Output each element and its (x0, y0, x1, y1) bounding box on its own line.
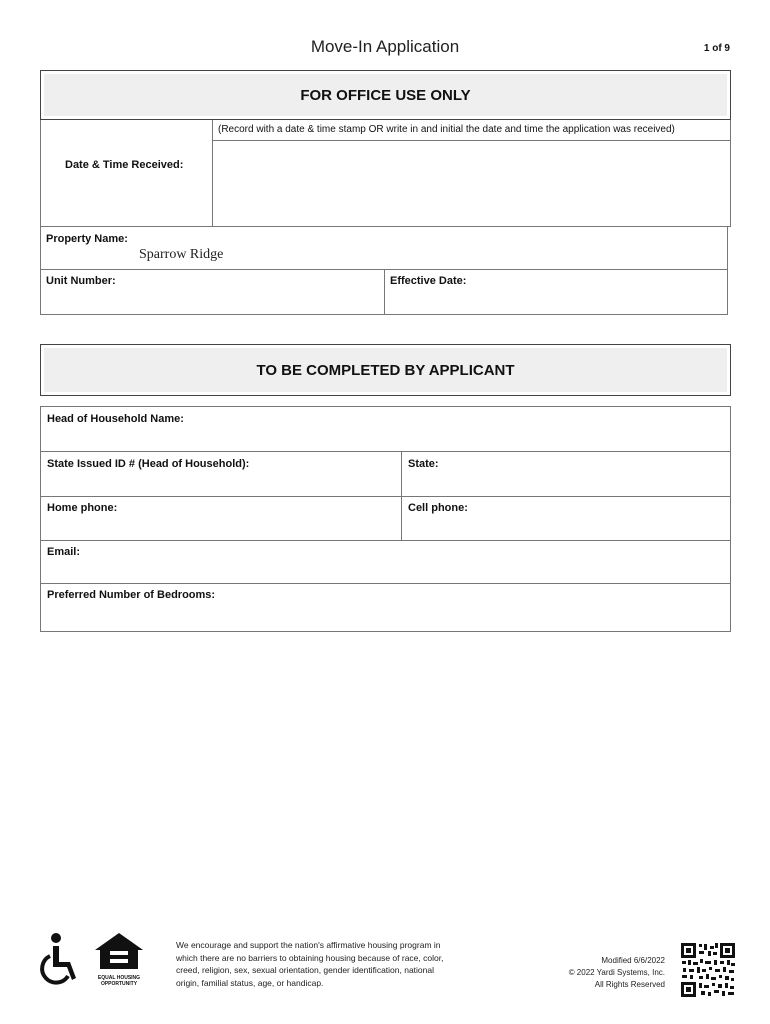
date-time-received-field[interactable] (212, 140, 731, 227)
date-time-label: Date & Time Received: (65, 159, 184, 171)
state-label: State: (408, 458, 439, 470)
fair-housing-line: creed, religion, sex, sexual orientation, gender identification, national (176, 965, 434, 976)
equal-housing-text-1: EQUAL HOUSING (97, 975, 141, 981)
date-time-note-cell (212, 120, 731, 141)
fair-housing-line: We encourage and support the nation's affirmative housing program in (176, 940, 441, 950)
cell-phone-label: Cell phone: (408, 502, 468, 514)
home-phone-label: Home phone: (47, 502, 118, 514)
unit-number-label: Unit Number: (46, 275, 116, 287)
head-of-household-name-label: Head of Household Name: (47, 413, 184, 425)
state-id-field[interactable] (40, 451, 402, 497)
home-phone-field[interactable] (40, 496, 402, 541)
applicant-heading: TO BE COMPLETED BY APPLICANT (44, 348, 727, 392)
head-of-household-name-field[interactable] (40, 406, 731, 452)
property-name-value: Sparrow Ridge (139, 247, 224, 262)
preferred-bedrooms-label: Preferred Number of Bedrooms: (47, 589, 216, 601)
page-indicator: 1 of 9 (703, 43, 730, 54)
effective-date-field[interactable] (384, 269, 728, 315)
modified-copyright (505, 955, 665, 991)
property-name-label: Property Name: (46, 233, 128, 245)
state-id-label: State Issued ID # (Head of Household): (47, 458, 250, 470)
property-name-field[interactable] (40, 226, 728, 270)
email-label: Email: (47, 546, 81, 558)
qr-code-icon (680, 942, 736, 998)
copyright: © 2022 Yardi Systems, Inc. (568, 968, 665, 977)
effective-date-label: Effective Date: (390, 275, 467, 287)
wheelchair-accessibility-icon (38, 932, 82, 986)
house-icon (94, 932, 144, 970)
cell-phone-field[interactable] (401, 496, 731, 541)
rights-reserved: All Rights Reserved (594, 980, 665, 989)
document-title: Move-In Application (310, 37, 460, 56)
state-field[interactable] (401, 451, 731, 497)
date-time-label-cell (40, 120, 213, 227)
applicant-header (40, 344, 731, 396)
equal-housing-logo (94, 932, 144, 988)
email-field[interactable] (40, 540, 731, 584)
fair-housing-line: origin, familial status, age, or handicap. (176, 977, 324, 988)
preferred-bedrooms-field[interactable] (40, 583, 731, 632)
modified-date: Modified 6/6/2022 (601, 956, 665, 965)
fair-housing-line: which there are no barriers to obtaining housing because of race, color, (176, 952, 444, 963)
date-time-note: (Record with a date & time stamp OR write in and initial the date and time the application was received) (218, 124, 675, 135)
unit-number-field[interactable] (40, 269, 385, 315)
equal-housing-text-2: OPPORTUNITY (100, 981, 138, 987)
fair-housing-statement (176, 939, 506, 989)
office-use-header (40, 70, 731, 120)
office-use-heading: FOR OFFICE USE ONLY (44, 74, 727, 116)
